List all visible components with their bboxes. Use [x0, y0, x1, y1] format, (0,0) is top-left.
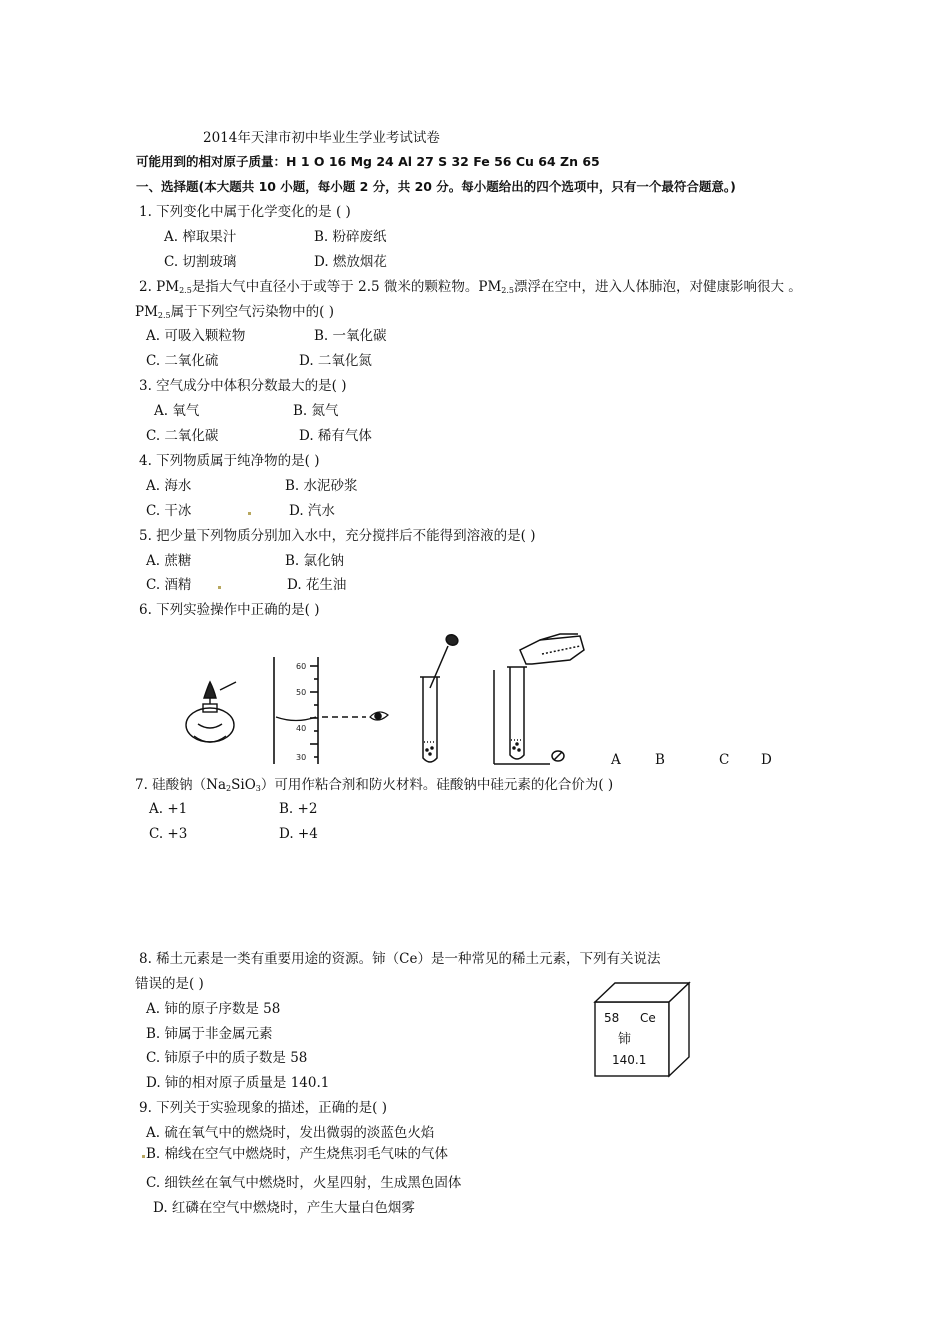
cylinder-tick-30: 30: [296, 753, 307, 762]
q2-option-d: D. 二氧化氮: [299, 353, 372, 369]
q7-option-a: A. +1: [149, 801, 188, 817]
q4-option-a: A. 海水: [146, 478, 192, 494]
q2-option-a: A. 可吸入颗粒物: [146, 328, 246, 344]
q7-stem: 7. 硅酸钠$(Na_2SiO_3)$可用作粘合剂和防火材料。硅酸钠中硅元素的化合价为( ): [135, 777, 614, 793]
speck: [248, 512, 251, 515]
q6-label-d: D: [761, 752, 772, 768]
q2-option-b: B. 一氧化碳: [314, 328, 387, 344]
q8-option-d: D. 铈的相对原子质量是 140.1: [146, 1075, 330, 1091]
q1-option-c: C. 切割玻璃: [164, 254, 237, 270]
exam-title: 2014年天津市初中毕业生学业考试试卷: [203, 130, 440, 146]
q8-option-b: B. 铈属于非金属元素: [146, 1026, 273, 1042]
atomic-masses: 可能用到的相对原子质量：H 1 O 16 Mg 24 Al 27 S 32 Fe 56 Cu 64 Zn 65: [136, 154, 600, 169]
q6-stem: 6. 下列实验操作中正确的是( ): [139, 602, 320, 618]
q4-option-d: D. 汽水: [289, 503, 335, 519]
q4-option-b: B. 水泥砂浆: [285, 478, 358, 494]
q1-option-d: D. 燃放烟花: [314, 254, 387, 270]
dropper-tube-figure: [420, 633, 460, 762]
q2-stem-line2: $PM_{2.5}$属于下列空气污染物中的( ): [135, 304, 334, 320]
q2-stem: 2. $PM_{2.5}$是指大气中直径小于或等于 2.5 微米的颗粒物。$PM_{2.5}$漂浮在空中，进入人体肺泡，对健康影响很大 。: [139, 279, 802, 295]
cylinder-tick-50: 50: [296, 688, 307, 697]
q7-option-b: B. +2: [279, 801, 318, 817]
element-symbol: Ce: [640, 1011, 656, 1025]
q8-stem: 8. 稀土元素是一类有重要用途的资源。铈（Ce）是一种常见的稀土元素，下列有关说法: [139, 951, 661, 967]
speck: [142, 1155, 145, 1158]
q5-option-d: D. 花生油: [287, 577, 347, 593]
q9-option-c: C. 细铁丝在氧气中燃烧时，火星四射，生成黑色固体: [146, 1175, 462, 1191]
element-number: 58: [604, 1011, 620, 1025]
q3-option-d: D. 稀有气体: [299, 428, 372, 444]
q5-option-a: A. 蔗糖: [146, 553, 192, 569]
section-heading: 一、选择题(本大题共 10 小题，每小题 2 分，共 20 分。每小题给出的四个选项中，只有一个最符合题意。): [136, 179, 736, 194]
q4-stem: 4. 下列物质属于纯净物的是( ): [139, 453, 320, 469]
speck: [218, 586, 221, 589]
element-mass: 140.1: [612, 1053, 647, 1067]
q3-option-b: B. 氮气: [293, 403, 339, 419]
q6-label-b: B: [655, 752, 665, 768]
q8-option-a: A. 铈的原子序数是 58: [146, 1001, 281, 1017]
q1-stem: 1. 下列变化中属于化学变化的是 ( ): [139, 204, 351, 220]
element-name: 铈: [618, 1032, 632, 1047]
q6-experiment-figure: [180, 632, 620, 772]
cylinder-tick-60: 60: [296, 662, 307, 671]
q1-option-b: B. 粉碎废纸: [314, 229, 387, 245]
q8-option-c: C. 铈原子中的质子数是 58: [146, 1050, 308, 1066]
q7-option-d: D. +4: [279, 826, 318, 842]
pouring-figure: [494, 634, 584, 764]
q9-option-a: A. 硫在氧气中的燃烧时，发出微弱的淡蓝色火焰: [146, 1125, 435, 1141]
q9-stem: 9. 下列关于实验现象的描述，正确的是( ): [139, 1100, 387, 1116]
q6-label-a: A: [611, 752, 621, 768]
q8-stem-line2: 错误的是( ): [135, 976, 204, 992]
alcohol-lamp-figure: [186, 682, 236, 742]
q9-option-b: B. 棉线在空气中燃烧时，产生烧焦羽毛气味的气体: [146, 1146, 449, 1162]
q4-option-c: C. 干冰: [146, 503, 192, 519]
q3-option-c: C. 二氧化碳: [146, 428, 219, 444]
q3-option-a: A. 氧气: [154, 403, 200, 419]
q5-option-c: C. 酒精: [146, 577, 192, 593]
q1-option-a: A. 榨取果汁: [164, 229, 237, 245]
q3-stem: 3. 空气成分中体积分数最大的是( ): [139, 378, 347, 394]
q5-stem: 5. 把少量下列物质分别加入水中，充分搅拌后不能得到溶液的是( ): [139, 528, 536, 544]
q2-option-c: C. 二氧化硫: [146, 353, 219, 369]
cylinder-tick-40: 40: [296, 724, 307, 733]
q7-option-c: C. +3: [149, 826, 188, 842]
q9-option-d: D. 红磷在空气中燃烧时，产生大量白色烟雾: [153, 1200, 415, 1216]
cerium-element-card: [592, 980, 694, 1080]
graduated-cylinder-figure: [274, 657, 388, 764]
q5-option-b: B. 氯化钠: [285, 553, 345, 569]
q6-label-c: C: [719, 752, 730, 768]
